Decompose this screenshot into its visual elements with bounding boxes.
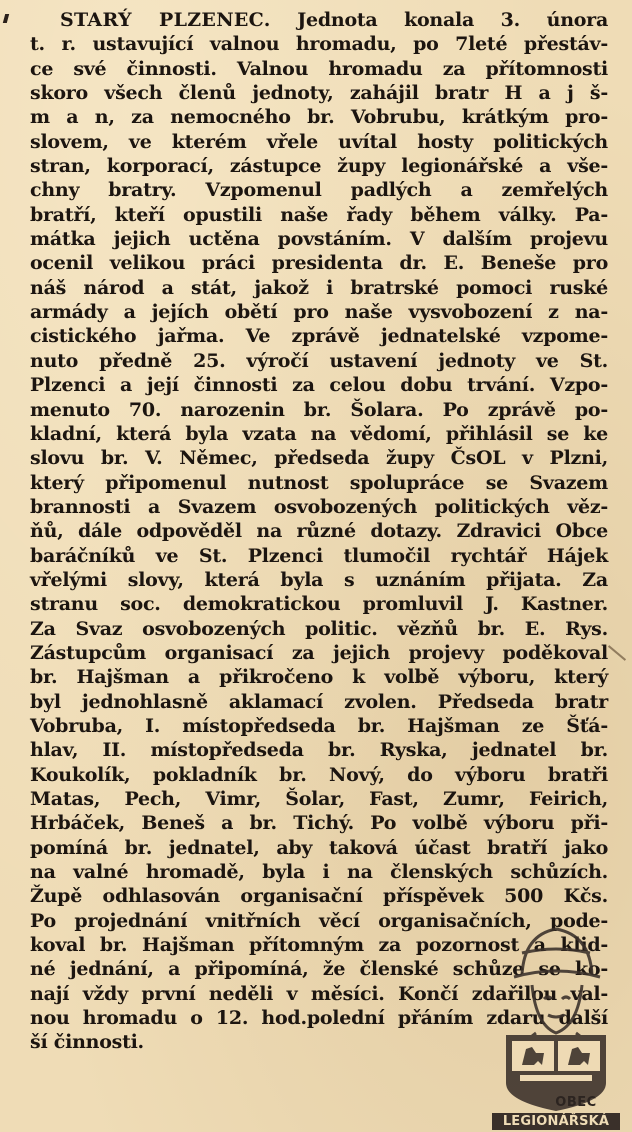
article-line: Zástupcům organisací za jejich projevy poděkoval [30, 641, 608, 664]
article-line: stran, korporací, zástupce župy legionářské a vše- [30, 155, 608, 178]
article-line: Po projednání vnitřních věcí organisačních, pode- [30, 909, 608, 932]
stamp-caption-top: OBEC [555, 1095, 597, 1110]
article-line: né jednání, a připomíná, že členské schůze se ko- [30, 958, 608, 981]
article-line: na valné hromadě, byla i na členských schůzích. [30, 861, 608, 884]
article-line: brannosti a Svazem osvobozených politických věz- [30, 495, 608, 518]
article-line: nou hromadu o 12. hod.polední přáním zdaru další [30, 1007, 608, 1030]
newspaper-article [30, 8, 608, 1055]
article-line: stranu soc. demokratickou promluvil J. Kastner. [30, 593, 608, 616]
article-line: STARÝ PLZENEC. Jednota konala 3. února [60, 9, 609, 31]
article-line: Za Svaz osvobozených politic. vězňů br. E. Rys. [30, 617, 608, 640]
article-line: ce své činnosti. Valnou hromadu za přítomnosti [30, 57, 608, 80]
article-line: Matas, Pech, Vimr, Šolar, Fast, Zumr, Feirich, [30, 788, 608, 810]
paragraph-marker [3, 14, 9, 23]
article-line: m a n, za nemocného br. Vobrubu, krátkým pro- [30, 106, 608, 129]
article-line: Koukolík, pokladník br. Nový, do výboru bratři [30, 763, 608, 786]
article-line: ňů, dále odpověděl na různé dotazy. Zdravici Obce [30, 520, 608, 543]
article-line: Župě odhlasován organisační příspěvek 500 Kčs. [30, 885, 608, 908]
article-line: chny bratry. Vzpomenul padlých a zemřelých [30, 179, 608, 202]
article-line: bratří, kteří opustili naše řady během války. Pa- [30, 203, 608, 226]
article-line: kladní, která byla vzata na vědomí, přihlásil se ke [30, 422, 608, 445]
article-line: Hrbáček, Beneš a br. Tichý. Po volbě výboru při- [30, 812, 608, 835]
article-line: slovu br. V. Němec, předseda župy ČsOL v Plzni, [30, 447, 608, 470]
article-line: náš národ a stát, jakož i bratrské pomoci ruské [30, 276, 608, 299]
article-line: mátka jejich uctěna povstáním. V dalším projevu [30, 228, 608, 251]
article-line: br. Hajšman a přikročeno k volbě výboru, který [30, 666, 608, 689]
article-line: menuto 70. narozenin br. Šolara. Po zprávě po- [30, 398, 608, 421]
article-line: ší činnosti. [30, 1031, 144, 1054]
article-line: koval br. Hajšman přítomným za pozornost a klid- [30, 934, 608, 957]
article-line: cistického jařma. Ve zprávě jednatelské vzpome- [30, 325, 608, 348]
article-line: nuto předně 25. výročí ustavení jednoty ve St. [30, 349, 608, 372]
article-line: baráčníků ve St. Plzenci tlumočil rychtář Hájek [30, 544, 608, 567]
stamp-caption-bottom: LEGIONÁŘSKÁ [492, 1113, 620, 1130]
article-line: t. r. ustavující valnou hromadu, po 7leté přestáv- [30, 33, 608, 56]
article-line: ocenil velikou práci presidenta dr. E. Beneše pro [30, 252, 608, 275]
article-line: slovem, ve kterém vřele uvítal hosty politických [30, 130, 608, 153]
article-line: armády a jejích obětí pro naše vysvobození z na- [30, 301, 608, 324]
print-scratch [608, 645, 626, 661]
article-line: hlav, II. místopředseda br. Ryska, jednatel br. [30, 739, 608, 762]
article-line: Plzenci a její činnosti za celou dobu trvání. Vzpo- [30, 374, 608, 397]
article-line: pomíná br. jednatel, aby taková účast bratří jako [30, 836, 608, 859]
article-line: byl jednohlasně aklamací zvolen. Předseda bratr [30, 690, 608, 713]
article-line: Vobruba, I. místopředseda br. Hajšman ze Šťá- [30, 714, 608, 737]
article-headline: STARÝ PLZENEC. [60, 9, 271, 31]
article-line: vřelými slovy, která byla s uznáním přijata. Za [30, 568, 608, 591]
article-line: nají vždy první neděli v měsíci. Končí zdařilou val- [30, 982, 608, 1005]
article-line: skoro všech členů jednoty, zahájil bratr H a j š- [30, 82, 608, 105]
article-line: který připomenul nutnost spolupráce se Svazem [30, 471, 608, 494]
